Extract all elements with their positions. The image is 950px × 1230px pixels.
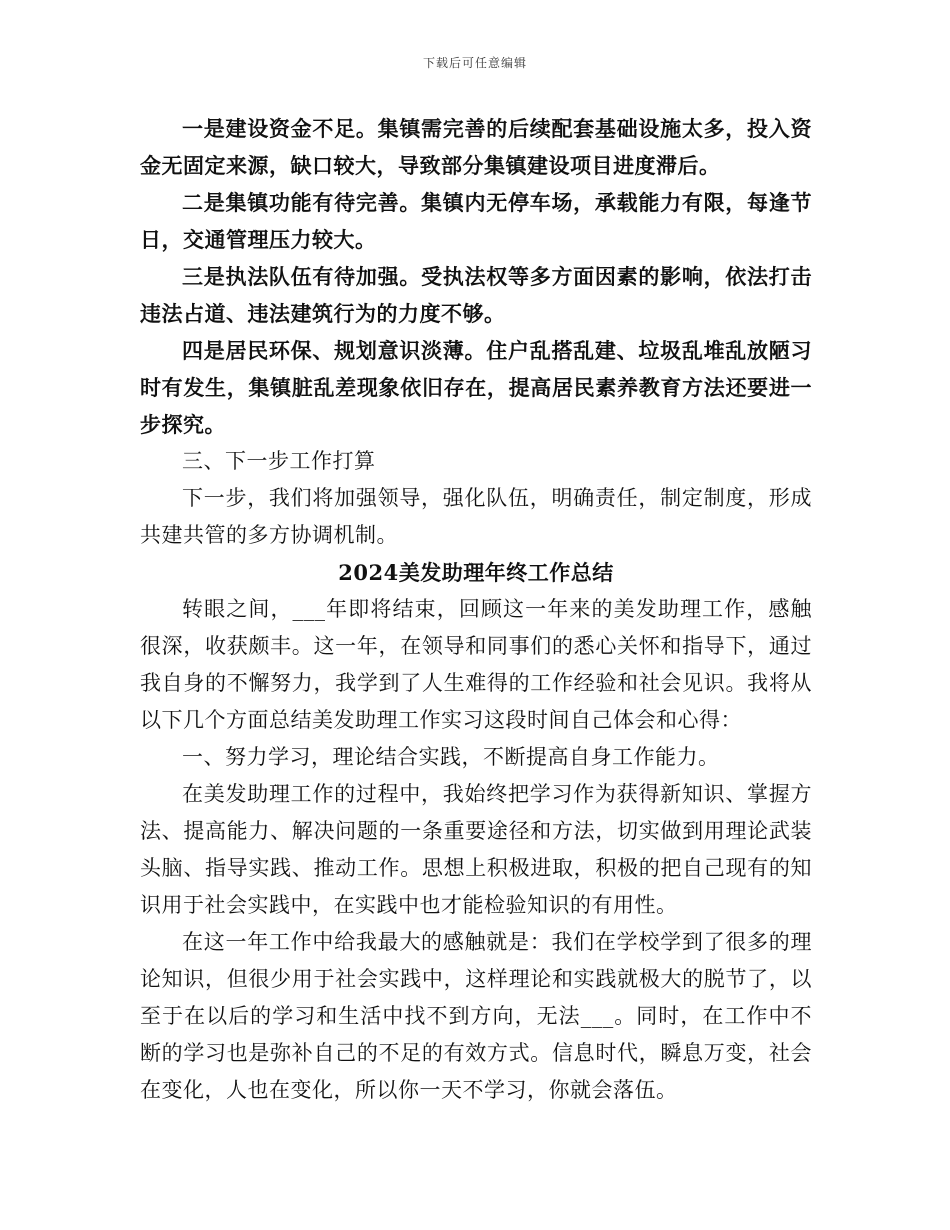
page-header: 下载后可任意编辑: [422, 56, 527, 70]
paragraph-study: 在美发助理工作的过程中，我始终把学习作为获得新知识、掌握方法、提高能力、解决问题的一条重要途径和方法，切实做到用理论武装头脑、指导实践、推动工作。思想上积极进取，积极的把自己现有的知识用于社会实践中，在实践中也才能检验知识的有用性。: [140, 782, 812, 917]
paragraph-awareness: 四是居民环保、规划意识淡薄。住户乱搭乱建、垃圾乱堆乱放陋习时有发生，集镇脏乱差现象依旧存在，提高居民素养教育方法还要进一步探究。: [140, 338, 812, 437]
paragraph-next-steps: 下一步，我们将加强领导，强化队伍，明确责任，制定制度，形成共建共管的多方协调机制。: [140, 486, 812, 547]
paragraph-reflection: 在这一年工作中给我最大的感触就是：我们在学校学到了很多的理论知识，但很少用于社会实践中，这样理论和实践就极大的脱节了，以至于在以后的学习和生活中找不到方向，无法___。同时，在工作中不断的学习也是弥补自己的不足的有效方式。信息时代，瞬息万变，社会在变化，人也在变化，所以你一天不学习，你就会落伍。: [140, 930, 812, 1102]
section-heading-next-steps: 三、下一步工作打算: [182, 449, 376, 473]
paragraph-enforcement: 三是执法队伍有待加强。受执法权等多方面因素的影响，依法打击违法占道、违法建筑行为的力度不够。: [140, 264, 812, 326]
paragraph-intro: 转眼之间，___年即将结束，回顾这一年来的美发助理工作，感触很深，收获颇丰。这一年，在领导和同事们的悉心关怀和指导下，通过我自身的不懈努力，我学到了人生难得的工作经验和社会见识。我将从以下几个方面总结美发助理工作实习这段时间自己体会和心得：: [140, 597, 812, 732]
article-title: 2024美发助理年终工作总结: [338, 560, 614, 585]
paragraph-function: 二是集镇功能有待完善。集镇内无停车场，承载能力有限，每逢节日，交通管理压力较大。: [140, 190, 812, 252]
document-body: [140, 110, 812, 1109]
paragraph-funding: 一是建设资金不足。集镇需完善的后续配套基础设施太多，投入资金无固定来源，缺口较大，导致部分集镇建设项目进度滞后。: [140, 116, 812, 178]
section-heading-study: 一、努力学习，理论结合实践，不断提高自身工作能力。: [182, 745, 720, 769]
